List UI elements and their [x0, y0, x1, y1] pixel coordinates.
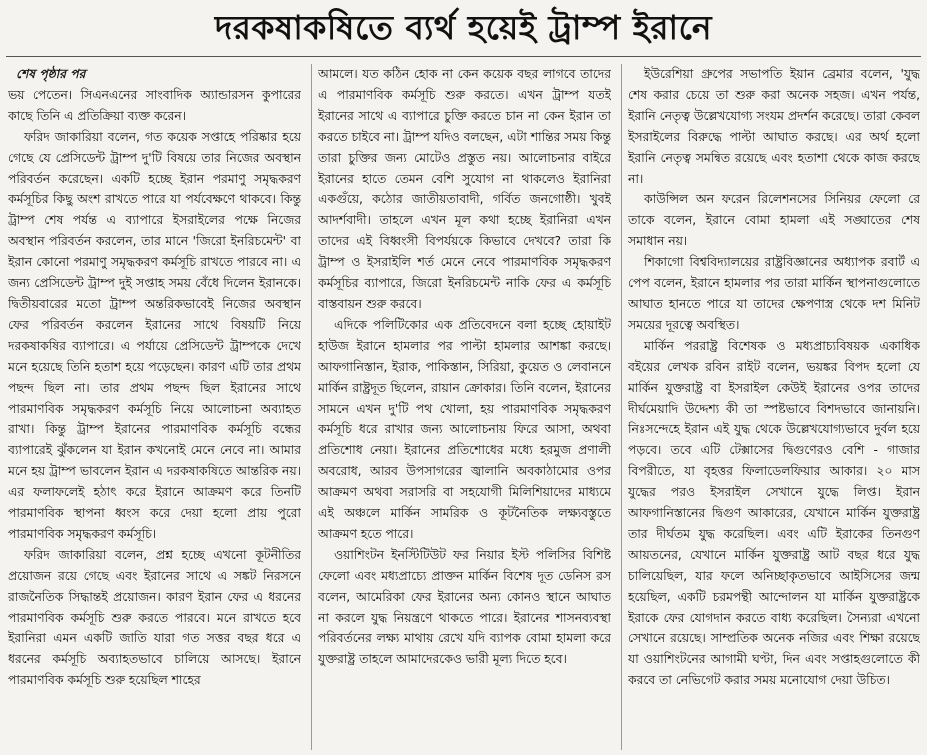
paragraph-text: ভয় পেতেন। সিএনএনের সাংবাদিক অ্যান্ডারসন কুপারের কাছে তিনি এ প্রতিক্রিয়া ব্যক্ত করেন। [8, 87, 301, 123]
paragraph: ফরিদ জাকারিয়া বলেন, গত কয়েক সপ্তাহে পরিষ্কার হয়ে গেছে যে প্রেসিডেন্ট ট্রাম্প দু'টি বিষয়ে তার নিজের অবস্থান পরিবর্তন করেছেন। একটি হচ্ছে ইরান পরমাণু সমৃদ্ধকরণ কর্মসূচির কিছু অংশ রাখতে পারে যা পর্যবেক্ষণে থাকবে। কিন্তু ট্রাম্প শেষ পর্যন্ত এ ব্যাপারে ইসরাইলের পক্ষে নিজের অবস্থান পরিবর্তন করলেন, তার মানে 'জিরো ইনরিচমেন্ট' বা ইরান কোনো পরমাণু সমৃদ্ধকরণ কর্মসূচি রাখতে পারবে না। এ জন্য প্রেসিডেন্ট ট্রাম্প দুই সপ্তাহ সময় বেঁধে দিলেন ইরানকে। দ্বিতীয়বারের মতো ট্রাম্প অন্তরিকভাবেই নিজের অবস্থান ফের পরিবর্তন করলেন ইরানের সাথে বিষয়টি নিয়ে দরকষাকষির ব্যাপারে। এ পর্যায়ে প্রেসিডেন্ট ট্রাম্পকে দেখে মনে হয়েছে তিনি হতাশ হয়ে পড়েছেন। কারণ এটি তার প্রথম পছন্দ ছিল না। তার প্রথম পছন্দ ছিল ইরানের সাথে পারমাণবিক সমৃদ্ধকরণ কর্মসূচি নিয়ে আলোচনা অব্যাহত রাখা। কিন্তু ট্রাম্প ইরানের পারমাণবিক কর্মসূচি বন্ধের ব্যাপারেই ঝুঁকলেন যা ইরান কখনোই মেনে নেবে না। আমার মনে হয় ট্রাম্প ভাবলেন ইরান এ দরকষাকষিতে আন্তরিক নয়। এর ফলাফলেই হঠাৎ করে ইরানে আক্রমণ করে তিনটি পারমাণবিক স্থাপনা ধ্বংস করে দেয়া হলো প্রায় পুরো পারমাণবিক সমৃদ্ধকরণ কর্মসূচি। [8, 129, 301, 541]
article-column-2 [318, 64, 611, 752]
article-column-3 [628, 64, 920, 752]
headline: দরকষাকষিতে ব্যর্থ হয়েই ট্রাম্প ইরানে [214, 8, 713, 47]
paragraph: কাউন্সিল অন ফরেন রিলেশনসের সিনিয়র ফেলো রে তাকে বলেন, ইরানে বোমা হামলা এই সঙ্ঘাতের শেষ সমাধান নয়। [628, 192, 920, 249]
continued-label: শেষ পৃষ্ঠার পর [16, 67, 86, 81]
paragraph: এদিকে পলিটিকোর এক প্রতিবেদনে বলা হচ্ছে হোয়াইট হাউজ ইরানে হামলার পর পাল্টা হামলার আশঙ্কা করছে। আফগানিস্তান, ইরাক, পাকিস্তান, সিরিয়া, কুয়েত ও লেবাননে মার্কিন রাষ্ট্রদূত ছিলেন, রায়ান ক্রোকার। তিনি বলেন, ইরানের সামনে এখন দু'টি পথ খোলা, হয় পারমাণবিক সমৃদ্ধকরণ কর্মসূচি ধরে রাখার জন্য আলোচনায় ফিরে আসা, অথবা প্রতিশোধ নেয়া। ইরানের প্রতিশোধের মধ্যে হরমুজ প্রণালী অবরোধ, আরব উপসাগরের জ্বালানি অবকাঠামোর ওপর আক্রমণ অথবা সরাসরি বা সহযোগী মিলিশিয়াদের মাধ্যমে এই অঞ্চলে মার্কিন সামরিক ও কূটনৈতিক লক্ষ্যবস্তুতে আক্রমণ হতে পারে। [318, 317, 611, 541]
paragraph: মার্কিন পররাষ্ট্র বিশেষক ও মধ্যপ্রাচ্যবিষয়ক একাধিক বইয়ের লেখক রবিন রাইট বলেন, ভয়ঙ্কর বিপদ হলো যে মার্কিন যুক্তরাষ্ট্র বা ইসরাইল কেউই ইরানের ওপর তাদের দীর্ঘমেয়াদি উদ্দেশ্য কী তা স্পষ্টভাবে বিশদভাবে জানায়নি। নিঃসন্দেহে ইরান এই যুদ্ধ থেকে উল্লেখযোগ্যভাবে দুর্বল হয়ে পড়বে। তবে এটি টেক্সাসের দ্বিগুণেরও বেশি - গাজার বিপরীতে, যা বৃহত্তর ফিলাডেলফিয়ার আকার। ২০ মাস যুদ্ধের পরও ইসরাইল সেখানে যুদ্ধে লিপ্ত। ইরান আফগানিস্তানের দ্বিগুণ আকারের, যেখানে মার্কিন যুক্তরাষ্ট্র তার দীর্ঘতম যুদ্ধ করেছিল। এবং এটি ইরাকের তিনগুণ আয়তনের, যেখানে মার্কিন যুক্তরাষ্ট্র আট বছর ধরে যুদ্ধ চালিয়েছিল, যার ফলে অনিচ্ছাকৃতভাবে আইসিসের জন্ম হয়েছিল, একটি চরমপন্থী আন্দোলন যা মার্কিন যুক্তরাষ্ট্রকে ইরাকে ফের যোগদান করতে বাধ্য করেছিল। সৈন্যরা এখনো সেখানে রয়েছে। সাম্প্রতিক অনেক নজির এবং শিক্ষা রয়েছে যা ওয়াশিংটনের আগামী ঘণ্টা, দিন এবং সপ্তাহগুলোতে কী করবে তা নেভিগেট করার সময় মনোযোগ দেয়া উচিত। [628, 338, 920, 688]
paragraph [8, 64, 301, 127]
headline-rule [6, 56, 921, 57]
paragraph: শিকাগো বিশ্ববিদ্যালয়ের রাষ্ট্রবিজ্ঞানের অধ্যাপক রবার্ট এ পেপ বলেন, ইরানে হামলার পর তারা মার্কিন স্থাপনাগুলোতে আঘাত হানতে পারে যা তাদের ক্ষেপণাস্ত্র থেকে দশ মিনিট সময়ের দূরত্বে অবস্থিত। [628, 255, 920, 332]
column-divider [621, 64, 622, 750]
column-divider [311, 64, 312, 750]
paragraph: ইউরেশিয়া গ্রুপের সভাপতি ইয়ান ব্রেমার বলেন, 'যুদ্ধ শেষ করার চেয়ে তা শুরু করা অনেক সহজ। এখন পর্যন্ত, ইরানি নেতৃত্ব উল্লেখযোগ্য সংযম প্রদর্শন করেছে। তারা কেবল ইসরাইলের বিরুদ্ধে পাল্টা আঘাত করছে। এর অর্থ হলো ইরানি নেতৃত্ব সমন্বিত রয়েছে এবং হতাশা থেকে কাজ করছে না। [628, 67, 920, 186]
paragraph: আমলে। যত কঠিন হোক না কেন কয়েক বছর লাগবে তাদের এ পারমাণবিক কর্মসূচি শুরু করতে। এখন ট্রাম্প যতই ইরানের সাথে এ ব্যাপারে চুক্তি করতে চান না কেন ইরান তা করতে চাইবে না। ট্রাম্প যদিও বলছেন, এটা শান্তির সময় কিন্তু তারা চুক্তির জন্য মোটেও প্রস্তুত নয়। আলোচনার বাইরে ইরানের হাতে তেমন বেশি সুযোগ না থাকলেও ইরানিরা একগুঁয়ে, কঠোর জাতীয়তাবাদী, গর্বিত জনগোষ্ঠী। খুবই আদর্শবাদী। তাহলে এখন মূল কথা হচ্ছে ইরানিরা এখন তাদের এই বিধ্বংসী বিপর্যয়কে কিভাবে দেখবে? তারা কি ট্রাম্প ও ইসরাইলি শর্ত মেনে নেবে পারমাণবিক সমৃদ্ধকরণ কর্মসূচির ব্যাপারে, জিরো ইনরিচমেন্ট নাকি ফের এ কর্মসূচি বাস্তবায়ন শুরু করবে। [318, 67, 611, 311]
paragraph: ফরিদ জাকারিয়া বলেন, প্রশ্ন হচ্ছে এখনো কূটনীতির প্রয়োজন রয়ে গেছে এবং ইরানের সাথে এ সঙ্কট নিরসনে রাজনৈতিক সিদ্ধান্তই প্রয়োজন। কারণ ইরান ফের এ ধরনের পারমাণবিক কর্মসূচি শুরু করতে পারবে। মনে রাখতে হবে ইরানিরা এমন একটি জাতি যারা গত সত্তর বছর ধরে এ ধরনের কর্মসূচি অব্যাহতভাবে চালিয়ে আসছে। ইরানে পারমাণবিক কর্মসূচি শুরু হয়েছিল শাহের [8, 547, 301, 688]
paragraph: ওয়াশিংটন ইনস্টিটিউট ফর নিয়ার ইস্ট পলিসির বিশিষ্ট ফেলো এবং মধ্যপ্রাচ্যে প্রাক্তন মার্কিন বিশেষ দূত ডেনিস রস বলেন, আমেরিকা ফের ইরানের অন্য কোনও স্থানে আঘাত না করলে যুদ্ধ নিয়ন্ত্রণে থাকতে পারে। ইরানের শাসনব্যবস্থা পরিবর্তনের লক্ষ্য মাথায় রেখে যদি ব্যাপক বোমা হামলা করে যুক্তরাষ্ট্র তাহলে আমাদেরকেও ভারী মূল্য দিতে হবে। [318, 547, 611, 667]
article-column-1 [8, 64, 301, 752]
